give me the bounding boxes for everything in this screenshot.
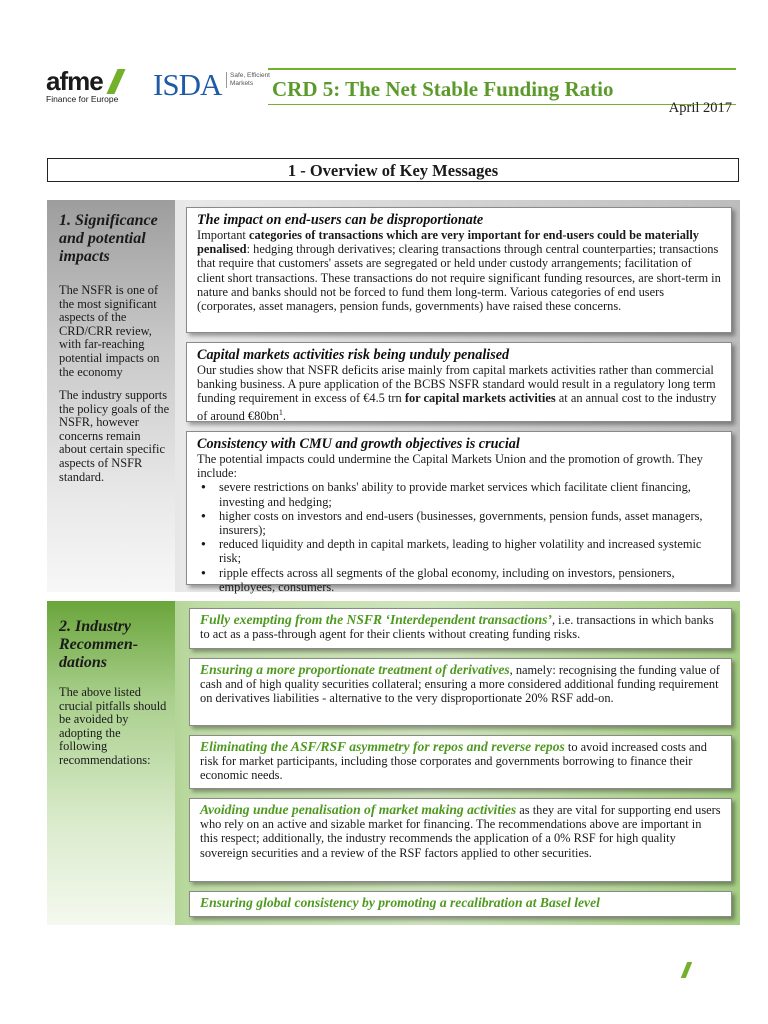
page-mark-slash-icon: [681, 962, 692, 978]
afme-logo: [46, 68, 136, 104]
rec-interdependent-body: , i.e. transactions in which banks to act as a pass-through agent for their clients without creating funding risks.: [200, 613, 714, 642]
rec-derivatives: [189, 658, 732, 726]
rec-repos-head: Eliminating the ASF/RSF asymmetry for repos and reverse repos: [200, 739, 565, 754]
card-cmu-growth-title: Consistency with CMU and growth objectives is crucial: [197, 436, 520, 452]
card-end-users-impact: [186, 207, 732, 333]
panel-significance-heading: 1. Significance and potential impacts: [59, 212, 158, 265]
card-cmu-growth-list: [197, 480, 721, 594]
rec-interdependent-transactions: [189, 608, 732, 649]
section-title: 1 - Overview of Key Messages: [47, 158, 739, 182]
afme-tagline: Finance for Europe: [46, 94, 119, 104]
card-capital-markets-text-bold: for capital markets activities: [404, 391, 556, 406]
footnote-marker: 1: [278, 407, 283, 417]
card-end-users-text-a: Important: [197, 228, 249, 242]
card-cmu-growth: [186, 431, 732, 594]
list-item: ● severe restrictions on banks' ability to provide market services which facilitate client financing, investing and hedging;: [219, 480, 721, 508]
document-date: April 2017: [668, 100, 732, 116]
card-end-users-text-c: : hedging through derivatives; clearing transactions through central counterparties; transactions that require that customers' assets are segregated or held under custody arrangements; facilitation of client short transactions. These transactions do not require significant funding resources, are short-term in nature and banks should not be forced to fund them long-term. Various categories of end users (corporates, asset managers, pension funds, governments) have raised these concerns.: [197, 242, 721, 314]
afme-slash-icon: [106, 69, 125, 94]
header-rule-top: [268, 68, 736, 70]
card-capital-markets-title: Capital markets activities risk being unduly penalised: [197, 347, 510, 363]
card-capital-markets-text-a: Our studies show that NSFR deficits arise mainly from capital markets activities rather than commercial banking business. A pure application of the BCBS NSFR standard would result in a regulatory long term funding requirement in excess of €4.5 trn: [197, 363, 716, 406]
rec-market-making-body: as they are vital for supporting end users who rely on an active and sizable market for financing. The recommendations above are important in this respect; additionally, the industry recommends the application of a 0% RSF for high quality sovereign securities and a review of the RSF factors applied to other securities.: [200, 803, 721, 860]
panel-significance-text-2: The industry supports the policy goals of the NSFR, however concerns remain about certain specific aspects of NSFR standard.: [59, 388, 170, 484]
afme-wordmark: afme: [46, 66, 103, 96]
card-end-users-text-bold: categories of transactions which are very important for end-users could be materially penalised: [197, 228, 699, 257]
panel-recommendations-heading: 2. Industry Recommen-dations: [59, 618, 139, 671]
card-cmu-growth-intro: The potential impacts could undermine the Capital Markets Union and the promotion of growth. They include:: [197, 452, 703, 481]
panel-significance-text-1: The NSFR is one of the most significant aspects of the CRD/CRR review, with far-reaching potential impacts on the economy: [59, 283, 160, 379]
panel-recommendations-text: The above listed crucial pitfalls should be avoided by adopting the following recommendations:: [59, 685, 167, 767]
rec-repos-body: to avoid increased costs and risk for market participants, including those corporates and governments borrowing to finance their economic needs.: [200, 740, 707, 783]
card-capital-markets: [186, 342, 732, 422]
rec-derivatives-head: Ensuring a more proportionate treatment of derivatives: [200, 662, 510, 677]
card-capital-markets-text-d: .: [282, 408, 287, 423]
rec-market-making: [189, 798, 732, 882]
rec-market-making-head: Avoiding undue penalisation of market making activities: [200, 802, 517, 817]
document-title: CRD 5: The Net Stable Funding Ratio: [272, 77, 614, 101]
list-item: ● ripple effects across all segments of the global economy, including on investors, pensioners, employees, consumers.: [219, 566, 721, 594]
isda-logo: [153, 67, 270, 102]
rec-derivatives-body: , namely: recognising the funding value of cash and of high quality securities collateral; ensuring a more considered additional funding requirement on derivatives liabilities - alternative to the very disproportionate 20% RSF add-on.: [200, 663, 720, 706]
card-end-users-title: The impact on end-users can be disproportionate: [197, 212, 484, 228]
rec-global-consistency: [189, 891, 732, 917]
card-capital-markets-text-c: at an annual cost to the industry of around €80bn: [197, 391, 717, 423]
isda-wordmark: ISDA: [153, 67, 222, 102]
header-rule-bottom: [268, 104, 736, 105]
rec-global-consistency-head: Ensuring global consistency by promoting a recalibration at Basel level: [200, 895, 600, 910]
list-item: ● higher costs on investors and end-users (businesses, governments, pension funds, asset managers, insurers);: [219, 509, 721, 537]
rec-repos: [189, 735, 732, 789]
list-item: ● reduced liquidity and depth in capital markets, leading to higher volatility and increased systemic risk;: [219, 537, 721, 565]
rec-interdependent-head: Fully exempting from the NSFR ‘Interdependent transactions’: [200, 612, 552, 627]
isda-tagline: Safe, Efficient Markets: [226, 72, 270, 88]
